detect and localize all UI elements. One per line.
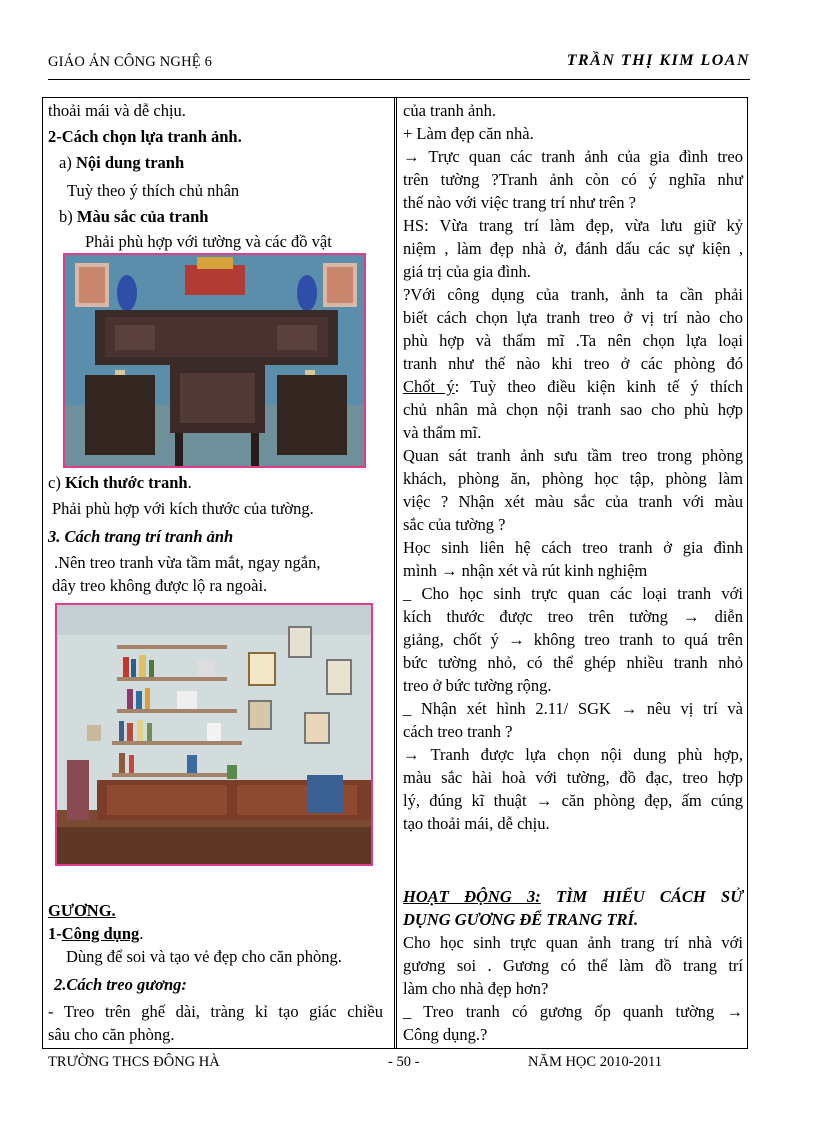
altar-illustration: [65, 255, 366, 468]
subheading-dot: .: [187, 473, 192, 492]
text-line: - Treo trên ghế dài, tràng kỉ tạo giác chiều: [48, 1002, 383, 1021]
text-line: gương soi . Gương có thể làm đồ trang trí: [403, 956, 743, 975]
text-line: lý, đúng kĩ thuật → căn phòng đẹp, ấm cúng: [403, 791, 743, 810]
text-line: → Tranh được lựa chọn nội dung phù hợp,: [403, 745, 743, 764]
photo-living-room-shelves: [55, 603, 373, 866]
text-line: Cho học sinh trực quan ảnh trang trí nhà với: [403, 933, 743, 952]
text-line: tranh như thế nào khi treo ở các phòng đó: [403, 354, 743, 373]
section-heading-mirror: GƯƠNG.: [48, 901, 116, 920]
page-number: - 50 -: [388, 1054, 420, 1070]
text-line: thế nào với việc trang trí như trên ?: [403, 193, 637, 212]
text-line: Tuỳ theo ý thích chủ nhân: [67, 181, 240, 200]
text-line: làm cho nhà đẹp hơn?: [403, 979, 549, 998]
subheading-hang-mirror: 2.Cách treo gương:: [54, 975, 187, 994]
text-line: _ Treo tranh có gương ốp quanh tường →: [403, 1002, 743, 1021]
text-line: tạo thoải mái, dễ chịu.: [403, 814, 550, 833]
page-header: [48, 50, 750, 80]
text-line: biết cách chọn lựa tranh treo ở vị trí nào cho: [403, 308, 743, 327]
text-line: Quan sát tranh ảnh sưu tầm treo trong phòng: [403, 446, 743, 465]
text-line: dây treo không được lộ ra ngoài.: [52, 576, 268, 595]
text-line: Công dụng.?: [403, 1025, 488, 1044]
subheading-size: [48, 472, 192, 494]
subheading-label: c): [48, 473, 65, 492]
subheading-title: Màu sắc của tranh: [76, 207, 209, 226]
text-line: giá trị của gia đình.: [403, 262, 531, 281]
subheading-title: Công dụng: [61, 924, 140, 943]
text-line: trên tường ?Tranh ảnh còn có ý nghĩa như: [403, 170, 743, 189]
activity-3-label: HOẠT ĐỘNG 3:: [403, 887, 541, 906]
text-line: của tranh ảnh.: [403, 101, 496, 120]
text-line: Học sinh liên hệ cách treo tranh ở gia đình: [403, 538, 743, 557]
section-heading-choose-pictures: 2-Cách chọn lựa tranh ảnh.: [48, 127, 242, 146]
subheading-color: [59, 206, 208, 228]
subheading-label: b): [59, 207, 77, 226]
activity-3-heading: [403, 885, 743, 908]
text-line: giảng, chốt ý → không treo tranh to quá trên: [403, 630, 743, 649]
subheading-mirror-use: [48, 923, 143, 945]
text-line: HS: Vừa trang trí làm đẹp, vừa lưu giữ kỷ: [403, 216, 743, 235]
activity-3-heading-cont: DỤNG GƯƠNG ĐỂ TRANG TRÍ.: [403, 910, 639, 929]
subheading-content: [59, 152, 184, 174]
text-line: _ Cho học sinh trực quan các loại tranh với: [403, 584, 743, 603]
text-line: niệm , làm đẹp nhà ở, đánh dấu các sự kiện ,: [403, 239, 743, 258]
activity-column: [397, 98, 747, 1048]
subheading-label: a): [59, 153, 76, 172]
text-line: sâu cho căn phòng.: [48, 1025, 175, 1044]
text-line: cách treo tranh ?: [403, 722, 513, 741]
text-line: Dùng để soi và tạo vẻ đẹp cho căn phòng.: [66, 947, 342, 966]
content-column: [43, 98, 394, 1048]
text-line: → Trực quan các tranh ảnh của gia đình treo: [403, 147, 743, 166]
text-line: khách, phòng ăn, phòng học tập, phòng làm: [403, 469, 743, 488]
activity-3-title: TÌM HIỂU CÁCH SỬ: [540, 887, 743, 906]
photo-altar-room: [63, 253, 366, 468]
text-line: và thẩm mĩ.: [403, 423, 482, 442]
text-line: màu sắc hài hoà với tường, đồ đạc, treo hợp: [403, 768, 743, 787]
text-line: Phải phù hợp với kích thước của tường.: [52, 499, 314, 518]
text-line: sắc của tường ?: [403, 515, 506, 534]
page-footer: [48, 1054, 750, 1074]
activity-3-block: [403, 885, 743, 1046]
text-line: kích thước được treo trên tường → diễn: [403, 607, 743, 626]
text-line: việc ? Nhận xét màu sắc của tranh với màu: [403, 492, 743, 511]
text-line: thoải mái và dễ chịu.: [48, 101, 186, 120]
lesson-table: [42, 97, 748, 1049]
subheading-title: Kích thước tranh: [64, 473, 188, 492]
text-line: _ Nhận xét hình 2.11/ SGK → nêu vị trí và: [403, 699, 743, 718]
text-line: phù hợp và thẩm mĩ .Ta nên chọn lựa loại: [403, 331, 743, 350]
text-line: treo ở bức tường rộng.: [403, 676, 552, 695]
header-teacher-name: TRẦN THỊ KIM LOAN: [566, 52, 750, 69]
conclusion-text: : Tuỳ theo điều kiện kinh tế ý thích: [454, 377, 743, 396]
text-line: .Nên treo tranh vừa tầm mắt, ngay ngắn,: [54, 553, 321, 572]
section-heading-decorate-pictures: 3. Cách trang trí tranh ảnh: [48, 527, 234, 546]
subheading-number: 1-: [48, 924, 62, 943]
text-line: mình → nhận xét và rút kinh nghiệm: [403, 561, 648, 580]
conclusion-label: Chốt ý: [403, 377, 455, 396]
text-line: [403, 375, 743, 398]
text-line: Phải phù hợp với tường và các đồ vật: [85, 232, 332, 251]
text-line: bức tường nhỏ, có thể ghép nhiều tranh nhỏ: [403, 653, 743, 672]
activity-text-block: [403, 99, 743, 835]
text-line: + Làm đẹp căn nhà.: [403, 124, 534, 143]
text-line: ?Với công dụng của tranh, ảnh ta cần phải: [403, 285, 743, 304]
footer-school: TRƯỜNG THCS ĐÔNG HÀ: [48, 1054, 220, 1070]
subheading-dot: .: [139, 924, 144, 943]
subheading-title: Nội dung tranh: [75, 153, 185, 172]
text-line: chủ nhân mà chọn nội tranh sao cho phù hợp: [403, 400, 743, 419]
header-subject: GIÁO ÁN CÔNG NGHỆ 6: [48, 54, 213, 70]
living-room-illustration: [57, 605, 373, 866]
footer-school-year: NĂM HỌC 2010-2011: [528, 1054, 662, 1070]
